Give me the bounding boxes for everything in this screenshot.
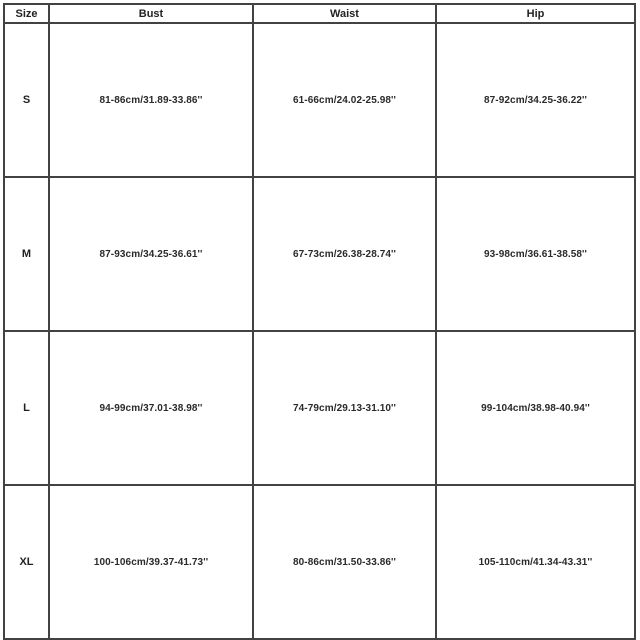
cell-s-bust: 81-86cm/31.89-33.86'': [49, 23, 253, 177]
cell-xl-bust: 100-106cm/39.37-41.73'': [49, 485, 253, 639]
cell-l-waist: 74-79cm/29.13-31.10'': [253, 331, 436, 485]
size-chart-table: [3, 3, 636, 640]
cell-l-bust: 94-99cm/37.01-38.98'': [49, 331, 253, 485]
cell-xl-hip: 105-110cm/41.34-43.31'': [436, 485, 635, 639]
table-row-l: [4, 331, 635, 485]
table-row-s: [4, 23, 635, 177]
cell-xl-waist: 80-86cm/31.50-33.86'': [253, 485, 436, 639]
size-chart-header-row: [4, 4, 635, 23]
row-label-s: S: [4, 23, 49, 177]
table-row-xl: [4, 485, 635, 639]
cell-m-bust: 87-93cm/34.25-36.61'': [49, 177, 253, 331]
cell-s-hip: 87-92cm/34.25-36.22'': [436, 23, 635, 177]
column-header-size: Size: [4, 4, 49, 23]
row-label-l: L: [4, 331, 49, 485]
cell-l-hip: 99-104cm/38.98-40.94'': [436, 331, 635, 485]
column-header-bust: Bust: [49, 4, 253, 23]
cell-s-waist: 61-66cm/24.02-25.98'': [253, 23, 436, 177]
table-row-m: [4, 177, 635, 331]
row-label-xl: XL: [4, 485, 49, 639]
cell-m-hip: 93-98cm/36.61-38.58'': [436, 177, 635, 331]
column-header-hip: Hip: [436, 4, 635, 23]
cell-m-waist: 67-73cm/26.38-28.74'': [253, 177, 436, 331]
row-label-m: M: [4, 177, 49, 331]
column-header-waist: Waist: [253, 4, 436, 23]
